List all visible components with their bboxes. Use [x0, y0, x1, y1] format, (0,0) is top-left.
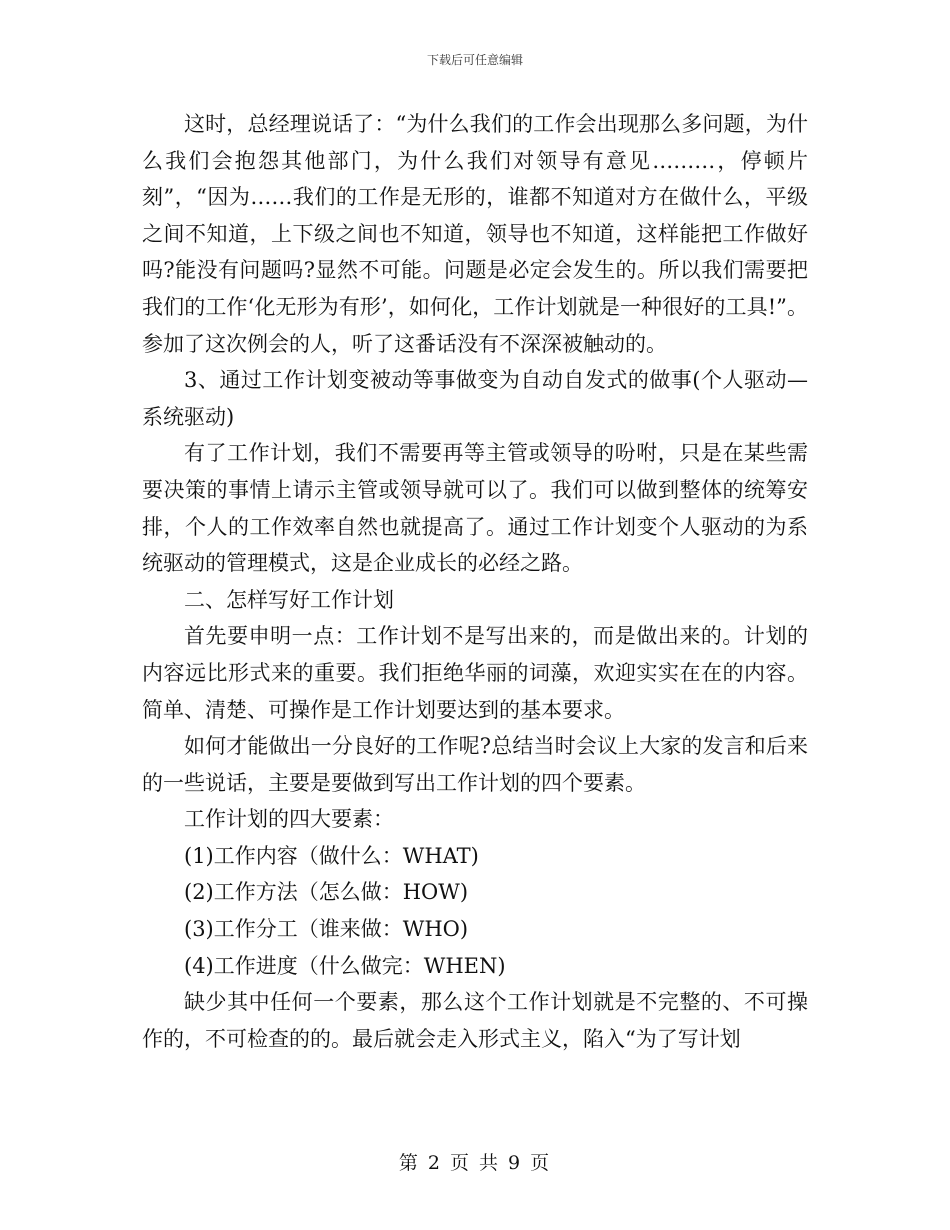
- document-body: [142, 106, 808, 1057]
- paragraph-point-3-heading: 3、通过工作计划变被动等事做变为自动自发式的做事(个人驱动—系统驱动): [142, 368, 808, 429]
- list-item-when: (4)工作进度（什么做完：WHEN): [184, 953, 506, 978]
- paragraph-point-3-body: 有了工作计划，我们不需要再等主管或领导的吩咐，只是在某些需要决策的事情上请示主管或领导就可以了。我们可以做到整体的统筹安排，个人的工作效率自然也就提高了。通过工作计划变个人驱动的为系统驱动的管理模式，这是企业成长的必经之路。: [142, 441, 808, 576]
- list-item-what: (1)工作内容（做什么：WHAT): [184, 843, 479, 868]
- paragraph-manager-speech: 这时，总经理说话了：“为什么我们的工作会出现那么多问题，为什么我们会抱怨其他部门，为什么我们对领导有意见………，停顿片刻”，“因为……我们的工作是无形的，谁都不知道对方在做什么，平级之间不知道，上下级之间也不知道，领导也不知道，这样能把工作做好吗?能没有问题吗?显然不可能。问题是必定会发生的。所以我们需要把我们的工作‘化无形为有形’，如何化，工作计划就是一种很好的工具!”。参加了这次例会的人，听了这番话没有不深深被触动的。: [142, 112, 808, 356]
- page-header-note: 下载后可任意编辑: [426, 53, 523, 67]
- page-number: 第 2 页 共 9 页: [398, 1152, 552, 1174]
- paragraph-missing-elements: 缺少其中任何一个要素，那么这个工作计划就是不完整的、不可操作的，不可检查的的。最后就会走入形式主义，陷入“为了写计划: [142, 990, 808, 1051]
- list-item-how: (2)工作方法（怎么做：HOW): [184, 880, 469, 905]
- paragraph-declaration: 首先要申明一点：工作计划不是写出来的，而是做出来的。计划的内容远比形式来的重要。我们拒绝华丽的词藻，欢迎实实在在的内容。简单、清楚、可操作是工作计划要达到的基本要求。: [142, 624, 808, 722]
- list-item-who: (3)工作分工（谁来做：WHO): [184, 917, 469, 942]
- paragraph-how-to-do: 如何才能做出一分良好的工作呢?总结当时会议上大家的发言和后来的一些说话，主要是要做到写出工作计划的四个要素。: [142, 734, 808, 795]
- section-heading-how-to-write: 二、怎样写好工作计划: [184, 587, 394, 612]
- paragraph-four-elements-title: 工作计划的四大要素：: [184, 807, 394, 832]
